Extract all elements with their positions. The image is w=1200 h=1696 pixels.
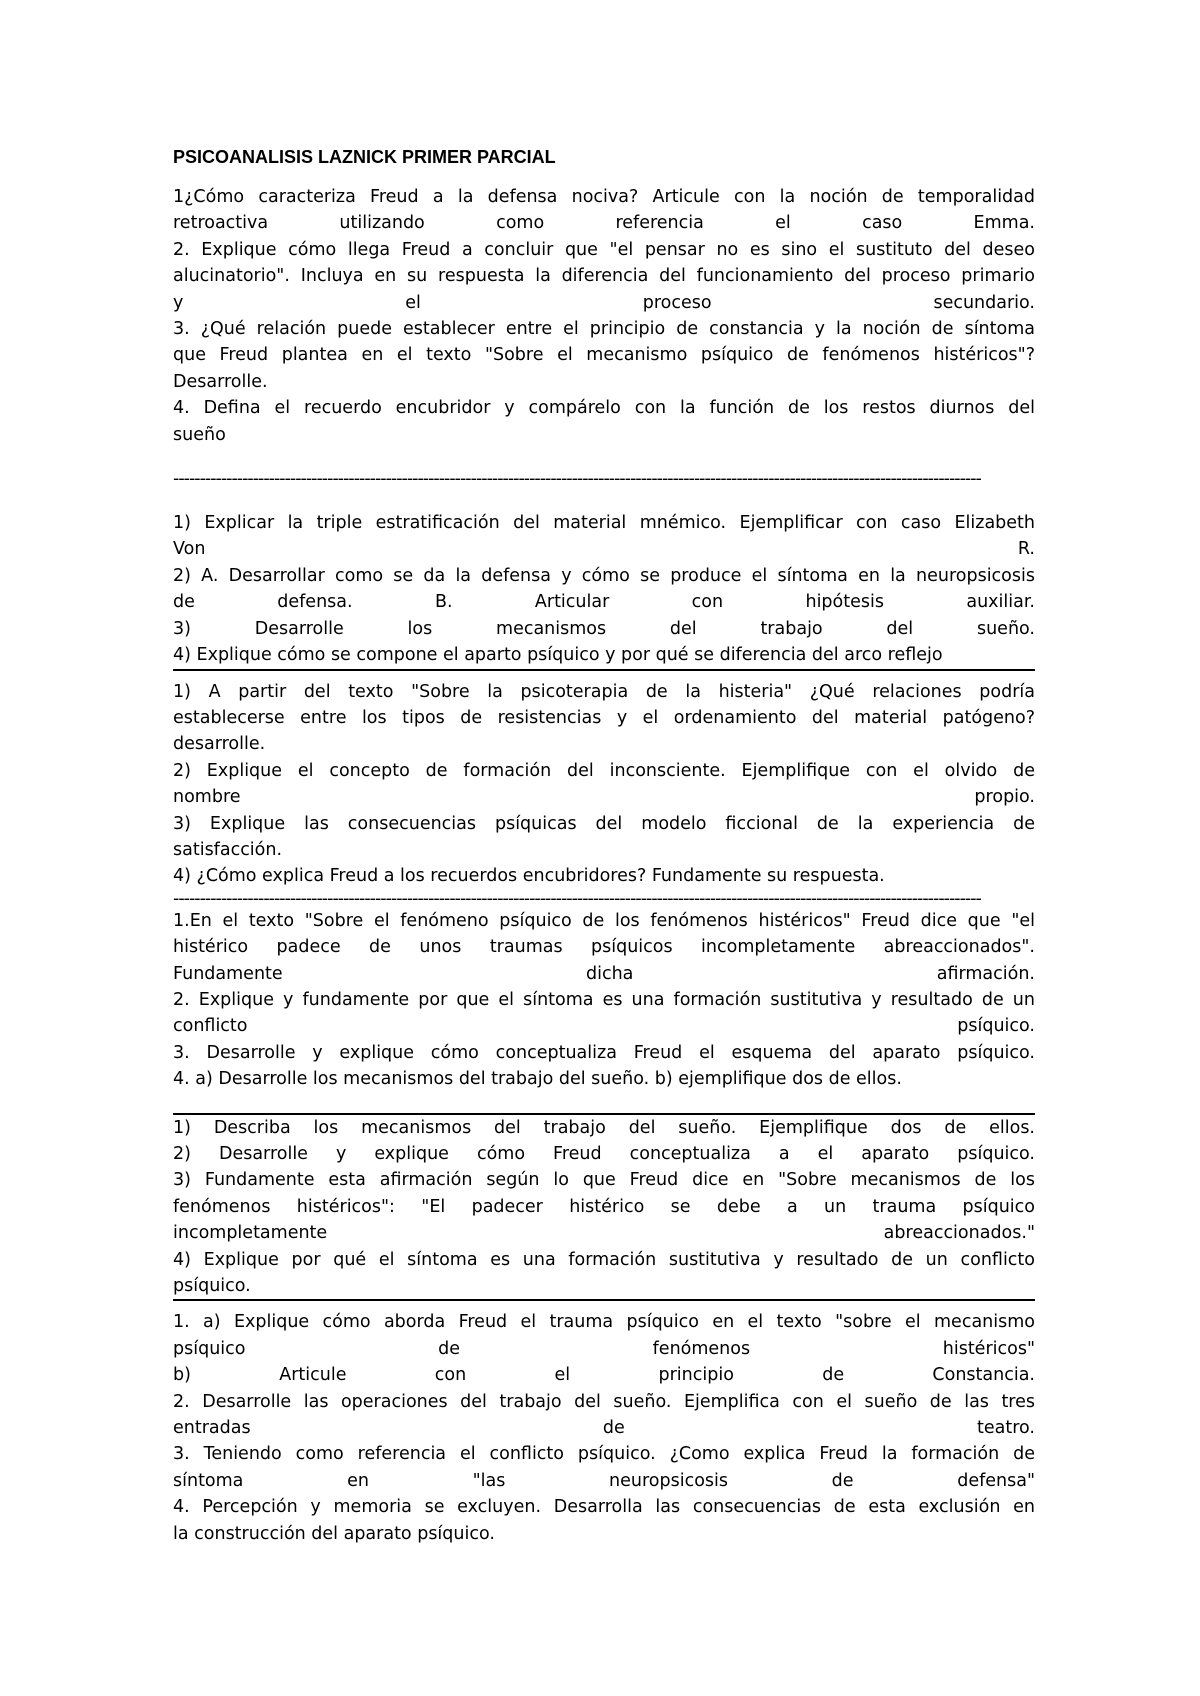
question-line: 3. Desarrolle y explique cómo conceptualiza Freud el esquema del aparato psíquico.	[173, 1042, 1035, 1063]
question-line: 2) Explique el concepto de formación del inconsciente. Ejemplifique con el olvido de	[173, 760, 1035, 781]
document-page	[173, 146, 1035, 1547]
question-line: 4. Percepción y memoria se excluyen. Desarrolla las consecuencias de esta exclusión en	[173, 1497, 1035, 1518]
question-line: Desarrolle.	[173, 371, 268, 392]
document-title: PSICOANALISIS LAZNICK PRIMER PARCIAL	[173, 147, 556, 167]
question-line: establecerse entre los tipos de resistencias y el ordenamiento del material patógeno?	[173, 707, 1035, 728]
question-line: 2. Explique cómo llega Freud a concluir que "el pensar no es sino el sustituto del deseo	[173, 239, 1035, 260]
question-line: retroactiva utilizando como referencia el caso Emma.	[173, 213, 1035, 234]
question-line: satisfacción.	[173, 839, 283, 860]
question-line: 4) Explique por qué el síntoma es una formación sustitutiva y resultado de un conflicto	[173, 1249, 1035, 1270]
question-line: 2. Desarrolle las operaciones del trabajo del sueño. Ejemplifica con el sueño de las tres	[173, 1391, 1035, 1412]
question-line: 2. Explique y fundamente por que el síntoma es una formación sustitutiva y resultado de un	[173, 989, 1035, 1010]
question-line: 2) A. Desarrollar como se da la defensa y cómo se produce el síntoma en la neuropsicosis	[173, 565, 1035, 586]
question-line: alucinatorio". Incluya en su respuesta la diferencia del funcionamiento del proceso primario	[173, 266, 1035, 287]
question-line: 3. Teniendo como referencia el conflicto psíquico. ¿Como explica Freud la formación de	[173, 1444, 1035, 1465]
question-line: 1¿Cómo caracteriza Freud a la defensa nociva? Articule con la noción de temporalidad	[173, 187, 1035, 207]
question-block-2	[173, 510, 1035, 668]
dashed-separator-2: --------------------------------------------------------------------------------------------------------------------------------------------------------	[173, 889, 981, 908]
question-line: entradas de teatro.	[173, 1418, 1035, 1439]
question-line: síntoma en "las neuropsicosis de defensa"	[173, 1470, 1035, 1491]
question-line: 3. ¿Qué relación puede establecer entre el principio de constancia y la noción de síntoma	[173, 319, 1035, 340]
question-line: 3) Fundamente esta afirmación según lo que Freud dice en "Sobre mecanismos de los	[173, 1170, 1035, 1191]
question-line: y el proceso secundario.	[173, 292, 1035, 313]
question-line: 4) Explique cómo se compone el aparto psíquico y por qué se diferencia del arco reflejo	[173, 645, 943, 666]
question-line: Von R.	[173, 539, 1035, 560]
question-line: 4. a) Desarrolle los mecanismos del trabajo del sueño. b) ejemplifique dos de ellos.	[173, 1069, 902, 1090]
question-block-1	[173, 184, 1035, 448]
question-line: 4) ¿Cómo explica Freud a los recuerdos encubridores? Fundamente su respuesta.	[173, 866, 885, 887]
question-line: fenómenos histéricos": "El padecer histérico se debe a un trauma psíquico	[173, 1196, 1035, 1217]
question-line: psíquico.	[173, 1276, 251, 1297]
question-line: 1) A partir del texto "Sobre la psicoterapia de la histeria" ¿Qué relaciones podría	[173, 681, 1035, 702]
dashed-separator-1: --------------------------------------------------------------------------------------------------------------------------------------------------------	[173, 469, 981, 490]
question-line: la construcción del aparato psíquico.	[173, 1523, 495, 1544]
question-line: nombre propio.	[173, 787, 1035, 808]
question-block-4	[173, 908, 1035, 1093]
question-line: 3) Desarrolle los mecanismos del trabajo del sueño.	[173, 618, 1035, 639]
question-line: Fundamente dicha afirmación.	[173, 963, 1035, 984]
question-line: b) Articule con el principio de Constancia.	[173, 1365, 1035, 1386]
question-line: 1.En el texto "Sobre el fenómeno psíquico de los fenómenos histéricos" Freud dice que "el	[173, 910, 1035, 931]
question-line: que Freud plantea en el texto "Sobre el mecanismo psíquico de fenómenos histéricos"?	[173, 345, 1035, 366]
question-line: sueño	[173, 424, 226, 445]
question-block-3	[173, 679, 1035, 890]
question-line: de defensa. B. Articular con hipótesis auxiliar.	[173, 592, 1035, 613]
question-line: incompletamente abreaccionados."	[173, 1223, 1035, 1244]
question-line: desarrolle.	[173, 734, 266, 755]
question-block-6	[173, 1309, 1035, 1547]
question-line: 2) Desarrolle y explique cómo Freud conceptualiza a el aparato psíquico.	[173, 1144, 1035, 1164]
question-line: psíquico de fenómenos histéricos"	[173, 1338, 1035, 1359]
question-line: histérico padece de unos traumas psíquicos incompletamente abreaccionados".	[173, 937, 1035, 958]
question-line: conflicto psíquico.	[173, 1016, 1035, 1037]
question-line: 1. a) Explique cómo aborda Freud el trauma psíquico en el texto "sobre el mecanismo	[173, 1312, 1035, 1333]
question-line: 4. Defina el recuerdo encubridor y compárelo con la función de los restos diurnos del	[173, 398, 1035, 419]
question-line: 1) Explicar la triple estratificación del material mnémico. Ejemplificar con caso Elizabeth	[173, 513, 1035, 534]
question-line: 3) Explique las consecuencias psíquicas del modelo ficcional de la experiencia de	[173, 813, 1035, 834]
question-line: 1) Describa los mecanismos del trabajo del sueño. Ejemplifique dos de ellos.	[173, 1117, 1035, 1138]
question-block-5	[173, 1115, 1035, 1300]
